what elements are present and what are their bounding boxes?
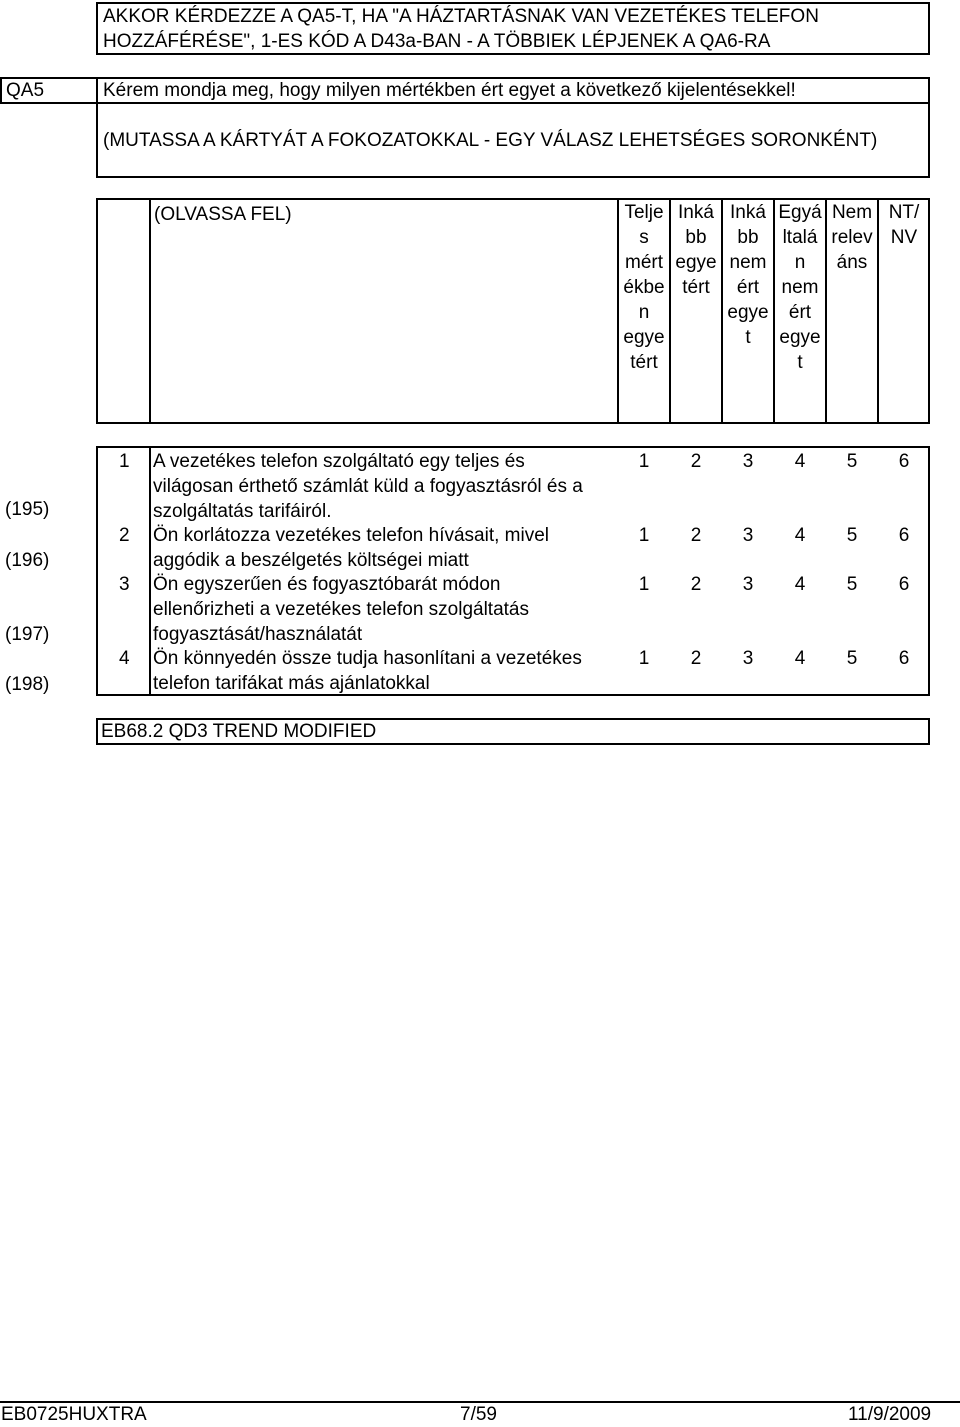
item-number: 4 [119,648,130,669]
code-option[interactable]: 6 [898,451,910,472]
code-option[interactable]: 3 [742,648,754,669]
routing-line-2: HOZZÁFÉRÉSE", 1-ES KÓD A D43a-BAN - A TÖBBIEK LÉPJENEK A QA6-RA [103,31,771,52]
code-option[interactable]: 5 [846,451,858,472]
code-option[interactable]: 5 [846,648,858,669]
item-text-line: Ön könnyedén össze tudja hasonlítani a vezetékes [153,648,582,669]
item-text-line: fogyasztását/használatát [153,624,363,645]
footer-doc-id: EB0725HUXTRA [1,1404,147,1425]
column-header-totally-disagree: Egyá ltalá n nem ért egye t [778,202,822,373]
column-header-not-relevant: Nem relev áns [831,202,873,273]
code-option[interactable]: 2 [690,451,702,472]
footer-page-number: 7/59 [460,1404,497,1425]
column-header-tend-agree: Inká bb egye tért [675,202,717,298]
question-divider [96,77,98,104]
code-option[interactable]: 3 [742,525,754,546]
code-option[interactable]: 5 [846,574,858,595]
header-divider [149,198,151,424]
variable-ref: (196) [5,550,50,571]
code-option[interactable]: 1 [638,574,650,595]
code-option[interactable]: 3 [742,451,754,472]
code-option[interactable]: 2 [690,574,702,595]
code-option[interactable]: 3 [742,574,754,595]
item-text-line: világosan érthető számlát küld a fogyasztásról és a [153,476,583,497]
item-text-line: Ön korlátozza vezetékes telefon hívásait, mivel [153,525,550,546]
item-number: 2 [119,525,130,546]
code-option[interactable]: 4 [794,574,806,595]
question-text: Kérem mondja meg, hogy milyen mértékben ért egyet a következő kijelentésekkel! [103,80,796,101]
item-text-line: ellenőrizheti a vezetékes telefon szolgáltatás [153,599,530,620]
code-option[interactable]: 4 [794,525,806,546]
item-number: 3 [119,574,130,595]
footer-date: 11/9/2009 [848,1404,932,1425]
code-option[interactable]: 6 [898,648,910,669]
read-out-instruction: (OLVASSA FEL) [154,204,292,225]
item-text-line: szolgáltatás tarifáiról. [153,501,332,522]
source-note: EB68.2 QD3 TREND MODIFIED [101,721,377,742]
item-number: 1 [119,451,130,472]
variable-ref: (197) [5,624,50,645]
column-header-tend-disagree: Inká bb nem ért egye t [727,202,769,348]
variable-ref: (198) [5,674,50,695]
code-option[interactable]: 4 [794,451,806,472]
item-text-line: telefon tarifákat más ajánlatokkal [153,673,430,694]
routing-line-1: AKKOR KÉRDEZZE A QA5-T, HA "A HÁZTARTÁSNAK VAN VEZETÉKES TELEFON [103,6,819,27]
code-option[interactable]: 5 [846,525,858,546]
column-header-completely-agree: Telje s mért ékbe n egye tért [623,202,665,373]
code-option[interactable]: 2 [690,648,702,669]
item-text-line: Ön egyszerűen és fogyasztóbarát módon [153,574,501,595]
instruction-text: (MUTASSA A KÁRTYÁT A FOKOZATOKKAL - EGY VÁLASZ LEHETSÉGES SORONKÉNT) [103,130,878,151]
item-text-line: aggódik a beszélgetés költségei miatt [153,550,469,571]
variable-ref: (195) [5,499,50,520]
code-option[interactable]: 4 [794,648,806,669]
code-option[interactable]: 6 [898,525,910,546]
code-option[interactable]: 2 [690,525,702,546]
question-id: QA5 [6,80,45,101]
code-option[interactable]: 1 [638,648,650,669]
items-divider [149,446,151,696]
code-option[interactable]: 6 [898,574,910,595]
code-option[interactable]: 1 [638,451,650,472]
item-text-line: A vezetékes telefon szolgáltató egy teljes és [153,451,525,472]
code-option[interactable]: 1 [638,525,650,546]
column-header-dk: NT/ NV [888,202,920,248]
